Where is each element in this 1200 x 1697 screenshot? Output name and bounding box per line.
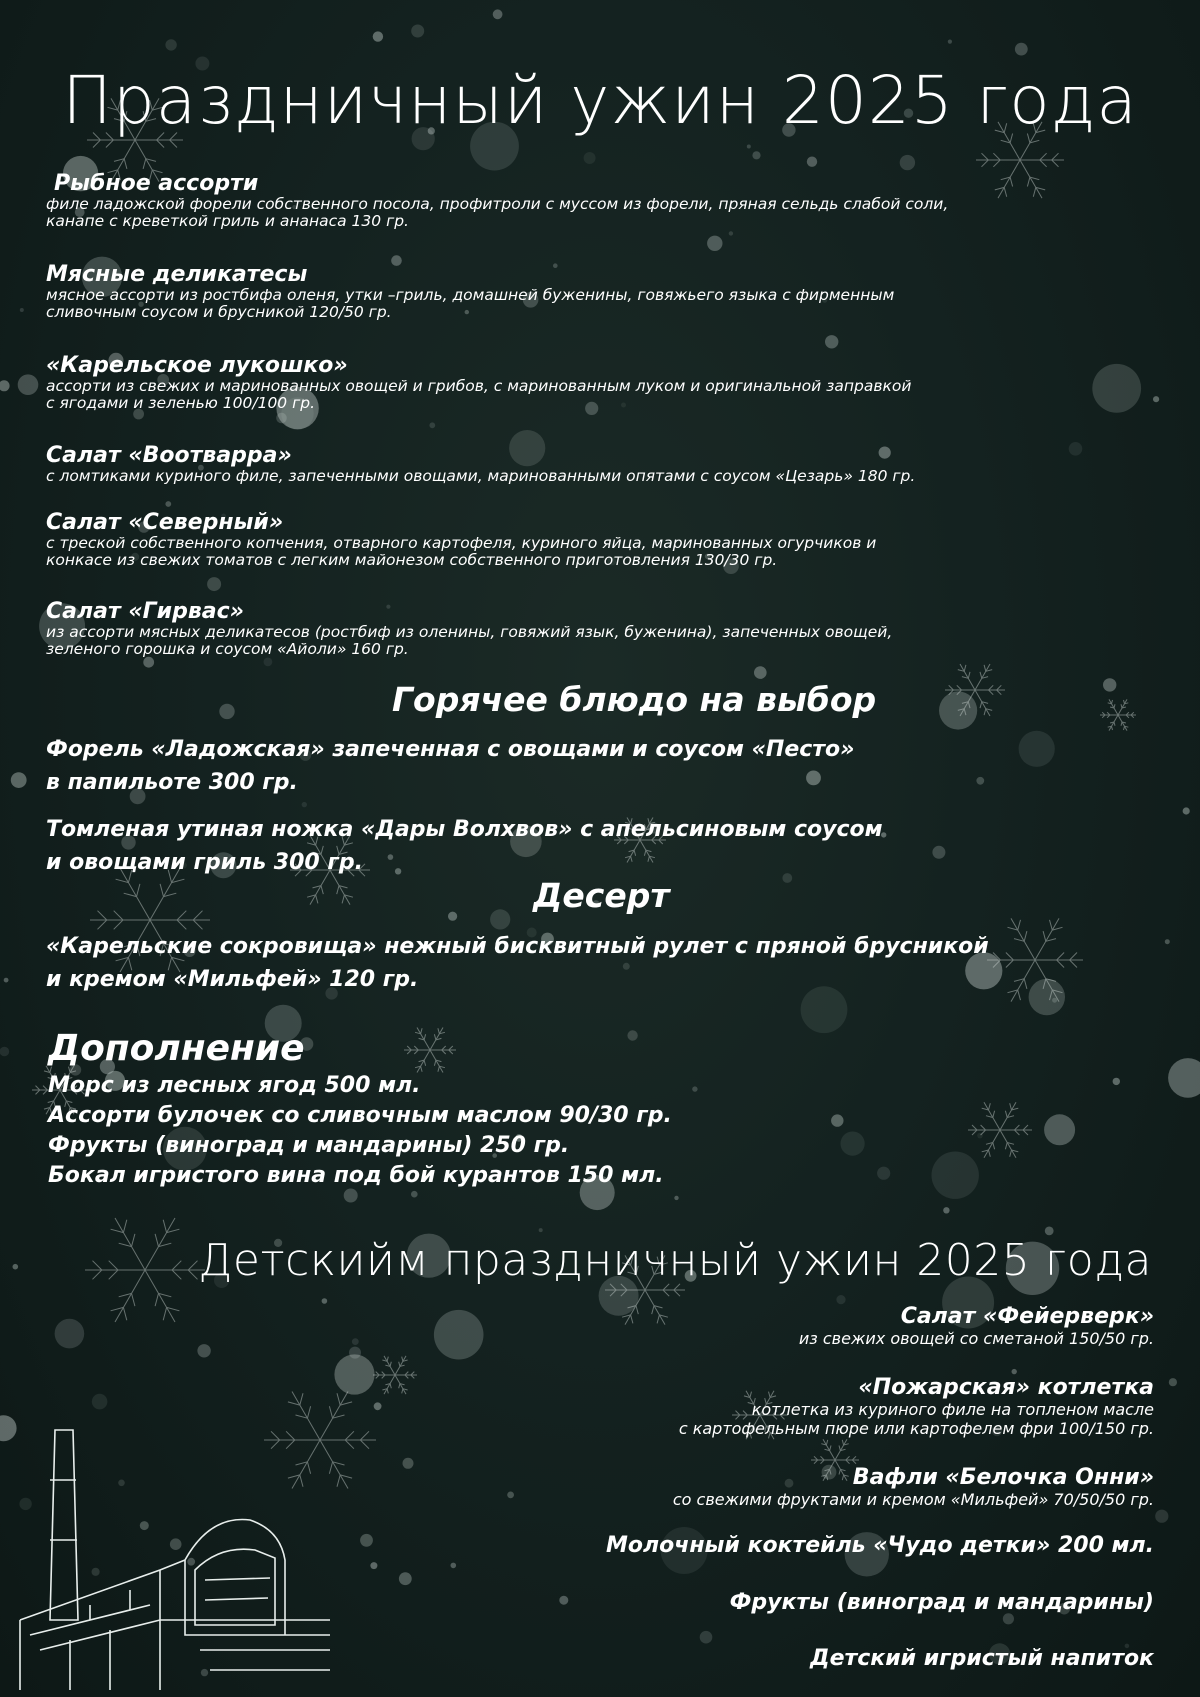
dish-desc-line: филе ладожской форели собственного посола, профитроли с муссом из форели, пряная сельдь слабой соли, [46, 195, 949, 213]
dish-name: Салат «Северный» [46, 510, 284, 535]
extra-item: Бокал игристого вина под бой курантов 150 мл. [48, 1163, 664, 1188]
dish-desc-line: зеленого горошка и соусом «Айоли» 160 гр. [46, 640, 409, 658]
dish-karelian-basket [46, 354, 1176, 412]
dish-fish-assorti [46, 172, 1176, 230]
dish-desc-line: ассорти из свежих и маринованных овощей и грибов, с маринованным луком и оригинальной заправкой [46, 377, 912, 395]
dessert-line: «Карельские сокровища» нежный бисквитный рулет с пряной брусникой [46, 934, 989, 959]
dish-desc-line: с треской собственного копчения, отварного картофеля, куриного яйца, маринованных огурчиков и [46, 534, 877, 552]
dish-salad-severny [46, 511, 1176, 569]
dish-name: «Карельское лукошко» [46, 353, 348, 378]
kids-item-fruits: Фрукты (виноград и мандарины) [729, 1590, 1154, 1615]
extra-item: Морс из лесных ягод 500 мл. [48, 1073, 421, 1098]
dish-desc-line: мясное ассорти из ростбифа оленя, утки –гриль, домашней буженины, говяжьего языка с фирменным [46, 286, 895, 304]
hot-dish-line: Томленая утиная ножка «Дары Волхвов» с апельсиновым соусом [46, 817, 883, 842]
dish-desc-line: конкасе из свежих томатов с легким майонезом собственного приготовления 130/30 гр. [46, 551, 778, 569]
kids-item-drink: Детский игристый напиток [809, 1646, 1154, 1671]
hot-heading: Горячее блюдо на выбор [392, 680, 877, 719]
dish-desc-line: канапе с креветкой гриль и ананаса 130 гр. [46, 212, 409, 230]
dish-desc-line: из ассорти мясных деликатесов (ростбиф из оленины, говяжий язык, буженина), запеченных овощей, [46, 623, 893, 641]
hot-dish-line: в папильоте 300 гр. [46, 770, 298, 795]
dish-salad-vootvarra [46, 444, 1176, 485]
extra-list [48, 1071, 672, 1191]
page-title: Праздничный ужин 2025 года [62, 62, 1138, 139]
dish-salad-girvas [46, 600, 1176, 658]
hot-dish-line: и овощами гриль 300 гр. [46, 850, 363, 875]
kids-item-name: Салат «Фейерверк» [900, 1304, 1154, 1329]
hot-dish-line: Форель «Ладожская» запеченная с овощами и соусом «Песто» [46, 737, 855, 762]
dish-desc-line: с ягодами и зеленью 100/100 гр. [46, 394, 316, 412]
factory-building-icon [10, 1420, 340, 1690]
kids-item-desc: котлетка из куриного филе на топленом масле [751, 1400, 1154, 1419]
kids-item-cutlet [679, 1376, 1154, 1438]
dish-desc-line: с ломтиками куриного филе, запеченными овощами, маринованными опятами с соусом «Цезарь» 180 гр. [46, 467, 916, 485]
dessert-item [46, 930, 989, 996]
kids-item-desc: с картофельным пюре или картофелем фри 100/150 гр. [678, 1419, 1154, 1438]
dish-desc-line: сливочным соусом и брусникой 120/50 гр. [46, 303, 392, 321]
kids-item-waffles [673, 1466, 1154, 1509]
kids-item-name: Вафли «Белочка Онни» [852, 1465, 1154, 1490]
extra-item: Фрукты (виноград и мандарины) 250 гр. [48, 1133, 570, 1158]
kids-item-milkshake: Молочный коктейль «Чудо детки» 200 мл. [606, 1533, 1154, 1558]
kids-item-name: «Пожарская» котлетка [858, 1375, 1154, 1400]
extra-item: Ассорти булочек со сливочным маслом 90/30 гр. [48, 1103, 672, 1128]
dessert-heading: Десерт [533, 876, 670, 915]
extra-heading: Дополнение [48, 1028, 305, 1069]
kids-title: Детскийм праздничный ужин 2025 года [198, 1235, 1152, 1286]
dessert-line: и кремом «Мильфей» 120 гр. [46, 967, 419, 992]
kids-item-salad [799, 1305, 1154, 1348]
hot-dish-duck [46, 813, 883, 879]
dish-name: Рыбное ассорти [54, 171, 259, 196]
dish-name: Мясные деликатесы [46, 262, 308, 287]
dish-name: Салат «Воотварра» [46, 443, 292, 468]
kids-item-desc: со свежими фруктами и кремом «Мильфей» 70/50/50 гр. [672, 1490, 1154, 1509]
hot-dish-trout [46, 733, 854, 799]
dish-name: Салат «Гирвас» [46, 599, 244, 624]
dish-meat-delicacies [46, 263, 1176, 321]
kids-item-desc: из свежих овощей со сметаной 150/50 гр. [798, 1329, 1154, 1348]
